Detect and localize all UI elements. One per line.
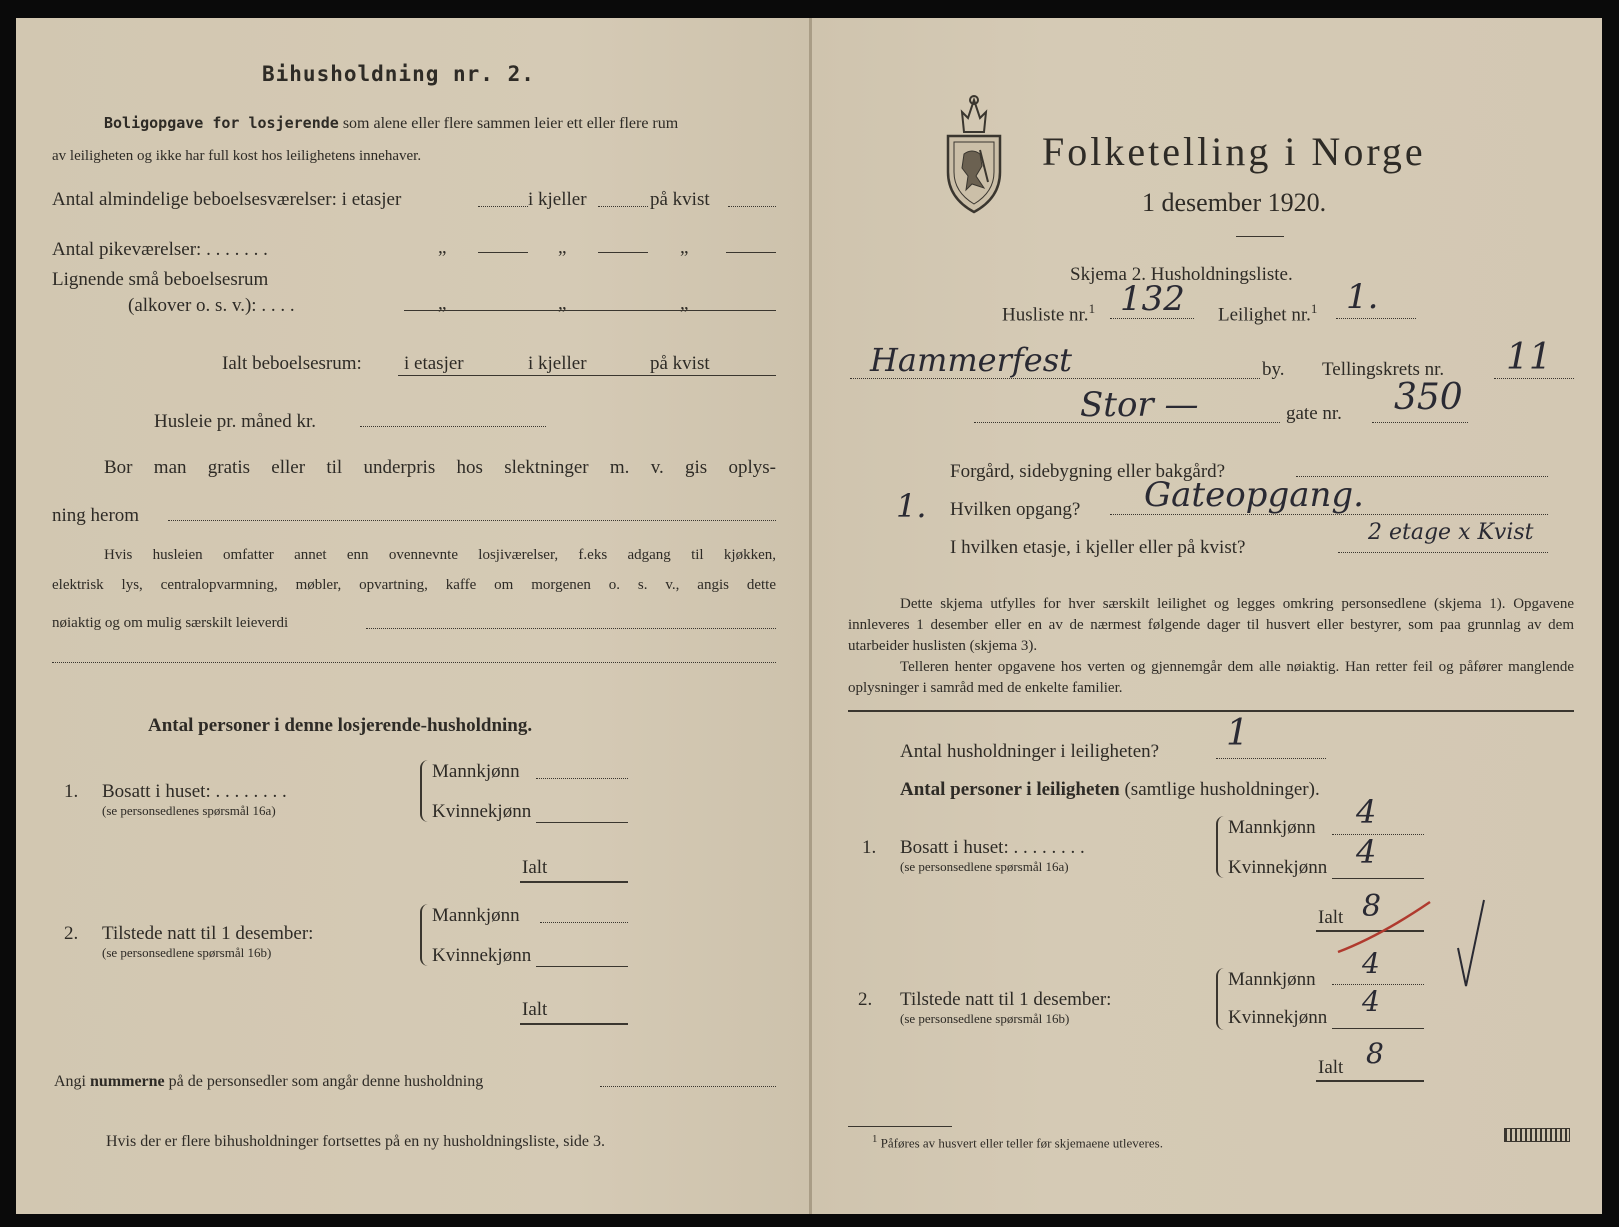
husliste-line [1110,318,1194,319]
skjema-label: Skjema 2. Husholdningsliste. [1070,264,1293,285]
footnote-rule [848,1126,952,1127]
right-date: 1 desember 1920. [1142,188,1327,217]
printer-stamp [1504,1128,1570,1142]
ditto-1b: „ [558,237,567,258]
left-q2-mann: Mannkjønn [432,905,520,926]
left-q2-sub: (se personsedlene spørsmål 16b) [102,945,272,960]
leilighet-value: 1. [1346,277,1379,317]
ialt-rum-kjeller: i kjeller [528,353,587,374]
footnote-number: 1 [872,1133,878,1145]
etasje-label: I hvilken etasje, i kjeller eller på kvist? [950,537,1246,558]
forgard-label: Forgård, sidebygning eller bakgård? [950,461,1226,482]
opgang-value: Gateopgang. [1144,475,1364,515]
hvis-answer-line [366,628,776,629]
right-q1-kvinne-line [1332,878,1424,879]
rooms-label: Antal almindelige beboelsesværelser: i etasjer [52,189,402,210]
right-q2-sub: (se personsedlene spørsmål 16b) [900,1011,1070,1026]
right-q1-ialt: Ialt [1318,907,1344,928]
angi-line [54,1074,483,1090]
right-q1-label: Bosatt i huset: . . . . . . . . [900,837,1085,858]
husliste-text: Husliste nr. [1002,304,1089,326]
ditto-2c: „ [680,293,689,314]
left-q1-kvinne-line [536,822,628,823]
husleie-line [360,426,546,427]
husliste-footnote-mark: 1 [1088,301,1096,316]
right-q2-ialt-line [1316,1080,1424,1082]
lign-line-1 [404,310,528,311]
street-value: Stor — [1080,385,1199,425]
right-section-rule [848,710,1574,712]
leilighet-line [1336,318,1416,319]
by-label: by. [1262,359,1285,380]
left-q1-mann-line [536,778,628,779]
leilighet-footnote-mark: 1 [1310,301,1318,316]
footnote [872,1134,1163,1149]
left-intro-bold: Boligopgave for losjerende [104,114,339,132]
tellingskrets-value: 11 [1506,337,1552,378]
right-title: Folketelling i Norge [1042,129,1426,174]
left-q2-brace [420,904,430,966]
right-q2-kvinne: Kvinnekjønn [1228,1007,1328,1028]
antal-hush-label: Antal husholdninger i leiligheten? [900,741,1160,762]
right-q2-ialt: Ialt [1318,1057,1344,1078]
left-q1-ialt-line [520,881,628,883]
left-intro-2: av leiligheten og ikke har full kost hos leilighetens innehaver. [52,148,422,164]
ialt-strike-mark [1330,896,1440,956]
left-footer: Hvis der er flere bihusholdninger fortsettes på en ny husholdningsliste, side 3. [106,1133,606,1150]
right-q2-mann: Mannkjønn [1228,969,1316,990]
angi-pre: Angi [54,1073,86,1090]
right-q1-sub: (se personsedlene spørsmål 16a) [900,859,1069,874]
pikevaerelser-label: Antal pikeværelser: . . . . . . . [52,239,268,260]
angi-bold: nummerne [90,1073,165,1090]
right-q2-num: 2. [858,989,873,1010]
husleie-label: Husleie pr. måned kr. [154,411,316,432]
lignende-label-1: Lignende små beboelsesrum [52,269,269,290]
city-line [850,378,1260,379]
right-q1-brace [1216,816,1226,878]
left-intro [104,116,678,132]
hvis-line-2: elektrisk lys, centralopvarmning, møbler, opvartning, kaffe om morgenen o. s. v., angis dette [52,577,776,593]
right-q2-mann-value: 4 [1362,947,1380,980]
left-q1-num: 1. [64,781,79,802]
left-q1-kvinne: Kvinnekjønn [432,801,532,822]
rooms-kjeller: i kjeller [528,189,587,210]
right-q1-kvinne: Kvinnekjønn [1228,857,1328,878]
tellingskrets-label: Tellingskrets nr. [1322,359,1445,380]
right-q2-label: Tilstede natt til 1 desember: [900,989,1112,1010]
lign-line-2 [528,310,648,311]
rooms-kvist: på kvist [650,189,710,210]
gratis-line-2: ning herom [52,505,140,526]
lignende-label-2: (alkover o. s. v.): . . . . [128,295,295,316]
pike-line-3 [726,252,776,253]
left-antal-heading: Antal personer i denne losjerende-husholdning. [148,715,533,736]
hvis-line-3: nøiaktig og om mulig særskilt leieverdi [52,615,289,631]
ialt-rum-kvist: på kvist [650,353,710,374]
right-title-rule [1236,236,1284,237]
rooms-etasjer-line [478,206,528,207]
antal-pers-bold: Antal personer i leiligheten [900,779,1120,800]
leilighet-label [1218,302,1317,324]
lign-line-3 [648,310,776,311]
opgang-label: Hvilken opgang? [950,499,1081,520]
left-q2-kvinne: Kvinnekjønn [432,945,532,966]
page-fold [809,18,812,1214]
left-q1-sub: (se personsedlenes spørsmål 16a) [102,803,276,818]
left-q2-num: 2. [64,923,79,944]
right-q2-kvinne-line [1332,1028,1424,1029]
right-q1-kvinne-value: 4 [1356,833,1377,871]
right-q1-mann-line [1332,834,1424,835]
angi-post: på de personsedler som angår denne husholdning [168,1073,484,1090]
gate-label: gate nr. [1286,403,1342,424]
check-mark [1452,896,1492,992]
left-q1-brace [420,760,430,822]
right-q1-num: 1. [862,837,877,858]
rooms-kvist-line [728,206,776,207]
gratis-line-1: Bor man gratis eller til underpris hos slektninger m. v. gis oplys- [104,457,776,478]
left-q2-ialt-line [520,1023,628,1025]
coat-of-arms-icon [942,92,1006,214]
left-title: Bihusholdning nr. 2. [262,62,535,86]
gate-line [1372,422,1468,423]
ditto-1c: „ [680,237,689,258]
left-q2-mann-line [540,922,628,923]
street-line [974,422,1280,423]
etasje-value: 2 etage x Kvist [1368,520,1534,545]
right-q1-mann-value: 4 [1356,793,1377,831]
right-q1-mann: Mannkjønn [1228,817,1316,838]
left-q1-mann: Mannkjønn [432,761,520,782]
left-q2-kvinne-line [536,966,628,967]
hvis-line-1: Hvis husleien omfatter annet enn ovennevnte losjiværelser, f.eks adgang til kjøkken, [104,547,776,563]
tellingskrets-line [1494,378,1574,379]
ialt-rum-line [398,375,776,376]
right-q2-kvinne-value: 4 [1362,985,1380,1018]
gratis-answer-line [168,520,776,521]
gate-value: 350 [1394,377,1463,418]
left-q2-label: Tilstede natt til 1 desember: [102,923,314,944]
footnote-text: Påføres av husvert eller teller før skjemaene utleveres. [880,1135,1163,1151]
left-q1-ialt: Ialt [522,857,548,878]
right-q2-brace [1216,968,1226,1030]
ialt-rum-label: Ialt beboelsesrum: [222,353,362,374]
instr-1: Dette skjema utfylles for hver særskilt leilighet og legges omkring personsedlene (skjema 1). Opgavene innleveres 1 desember eller en av de nærmest følgende dager til husvert eller bestyrer, som paa grunnlag av dem utarbeider huslisten (skjema 3). [848,596,1574,654]
antal-hush-line [1216,758,1326,759]
husliste-value: 132 [1120,279,1185,319]
antal-pers-rest: (samtlige husholdninger). [1124,779,1320,800]
pike-line-1 [478,252,528,253]
ditto-1a: „ [438,237,447,258]
right-q1-ialt-value: 8 [1362,889,1382,924]
opgang-line [1110,514,1548,515]
etasje-line [1338,552,1548,553]
ialt-rum-etasjer: i etasjer [404,353,464,374]
rooms-kjeller-line [598,206,648,207]
antal-hush-value: 1 [1226,713,1249,754]
instr-2: Telleren henter opgavene hos verten og gjennemgår dem alle nøiaktig. Han retter feil og påfører manglende oplysninger i samråd med de enkelte familier. [848,659,1574,696]
leilighet-text: Leilighet nr. [1218,304,1311,326]
city-value: Hammerfest [870,341,1072,379]
ditto-2a: „ [438,293,447,314]
left-q2-ialt: Ialt [522,999,548,1020]
opgang-mark: 1. [896,487,927,525]
hvis-answer-line-2 [52,662,776,663]
right-q2-ialt-value: 8 [1366,1037,1384,1070]
angi-answer-line [600,1086,776,1087]
husliste-label [1002,302,1095,324]
pike-line-2 [598,252,648,253]
ditto-2b: „ [558,293,567,314]
antal-pers-line [900,780,1320,799]
left-q1-label: Bosatt i huset: . . . . . . . . [102,781,287,802]
left-intro-rest: som alene eller flere sammen leier ett eller flere rum [342,115,679,132]
